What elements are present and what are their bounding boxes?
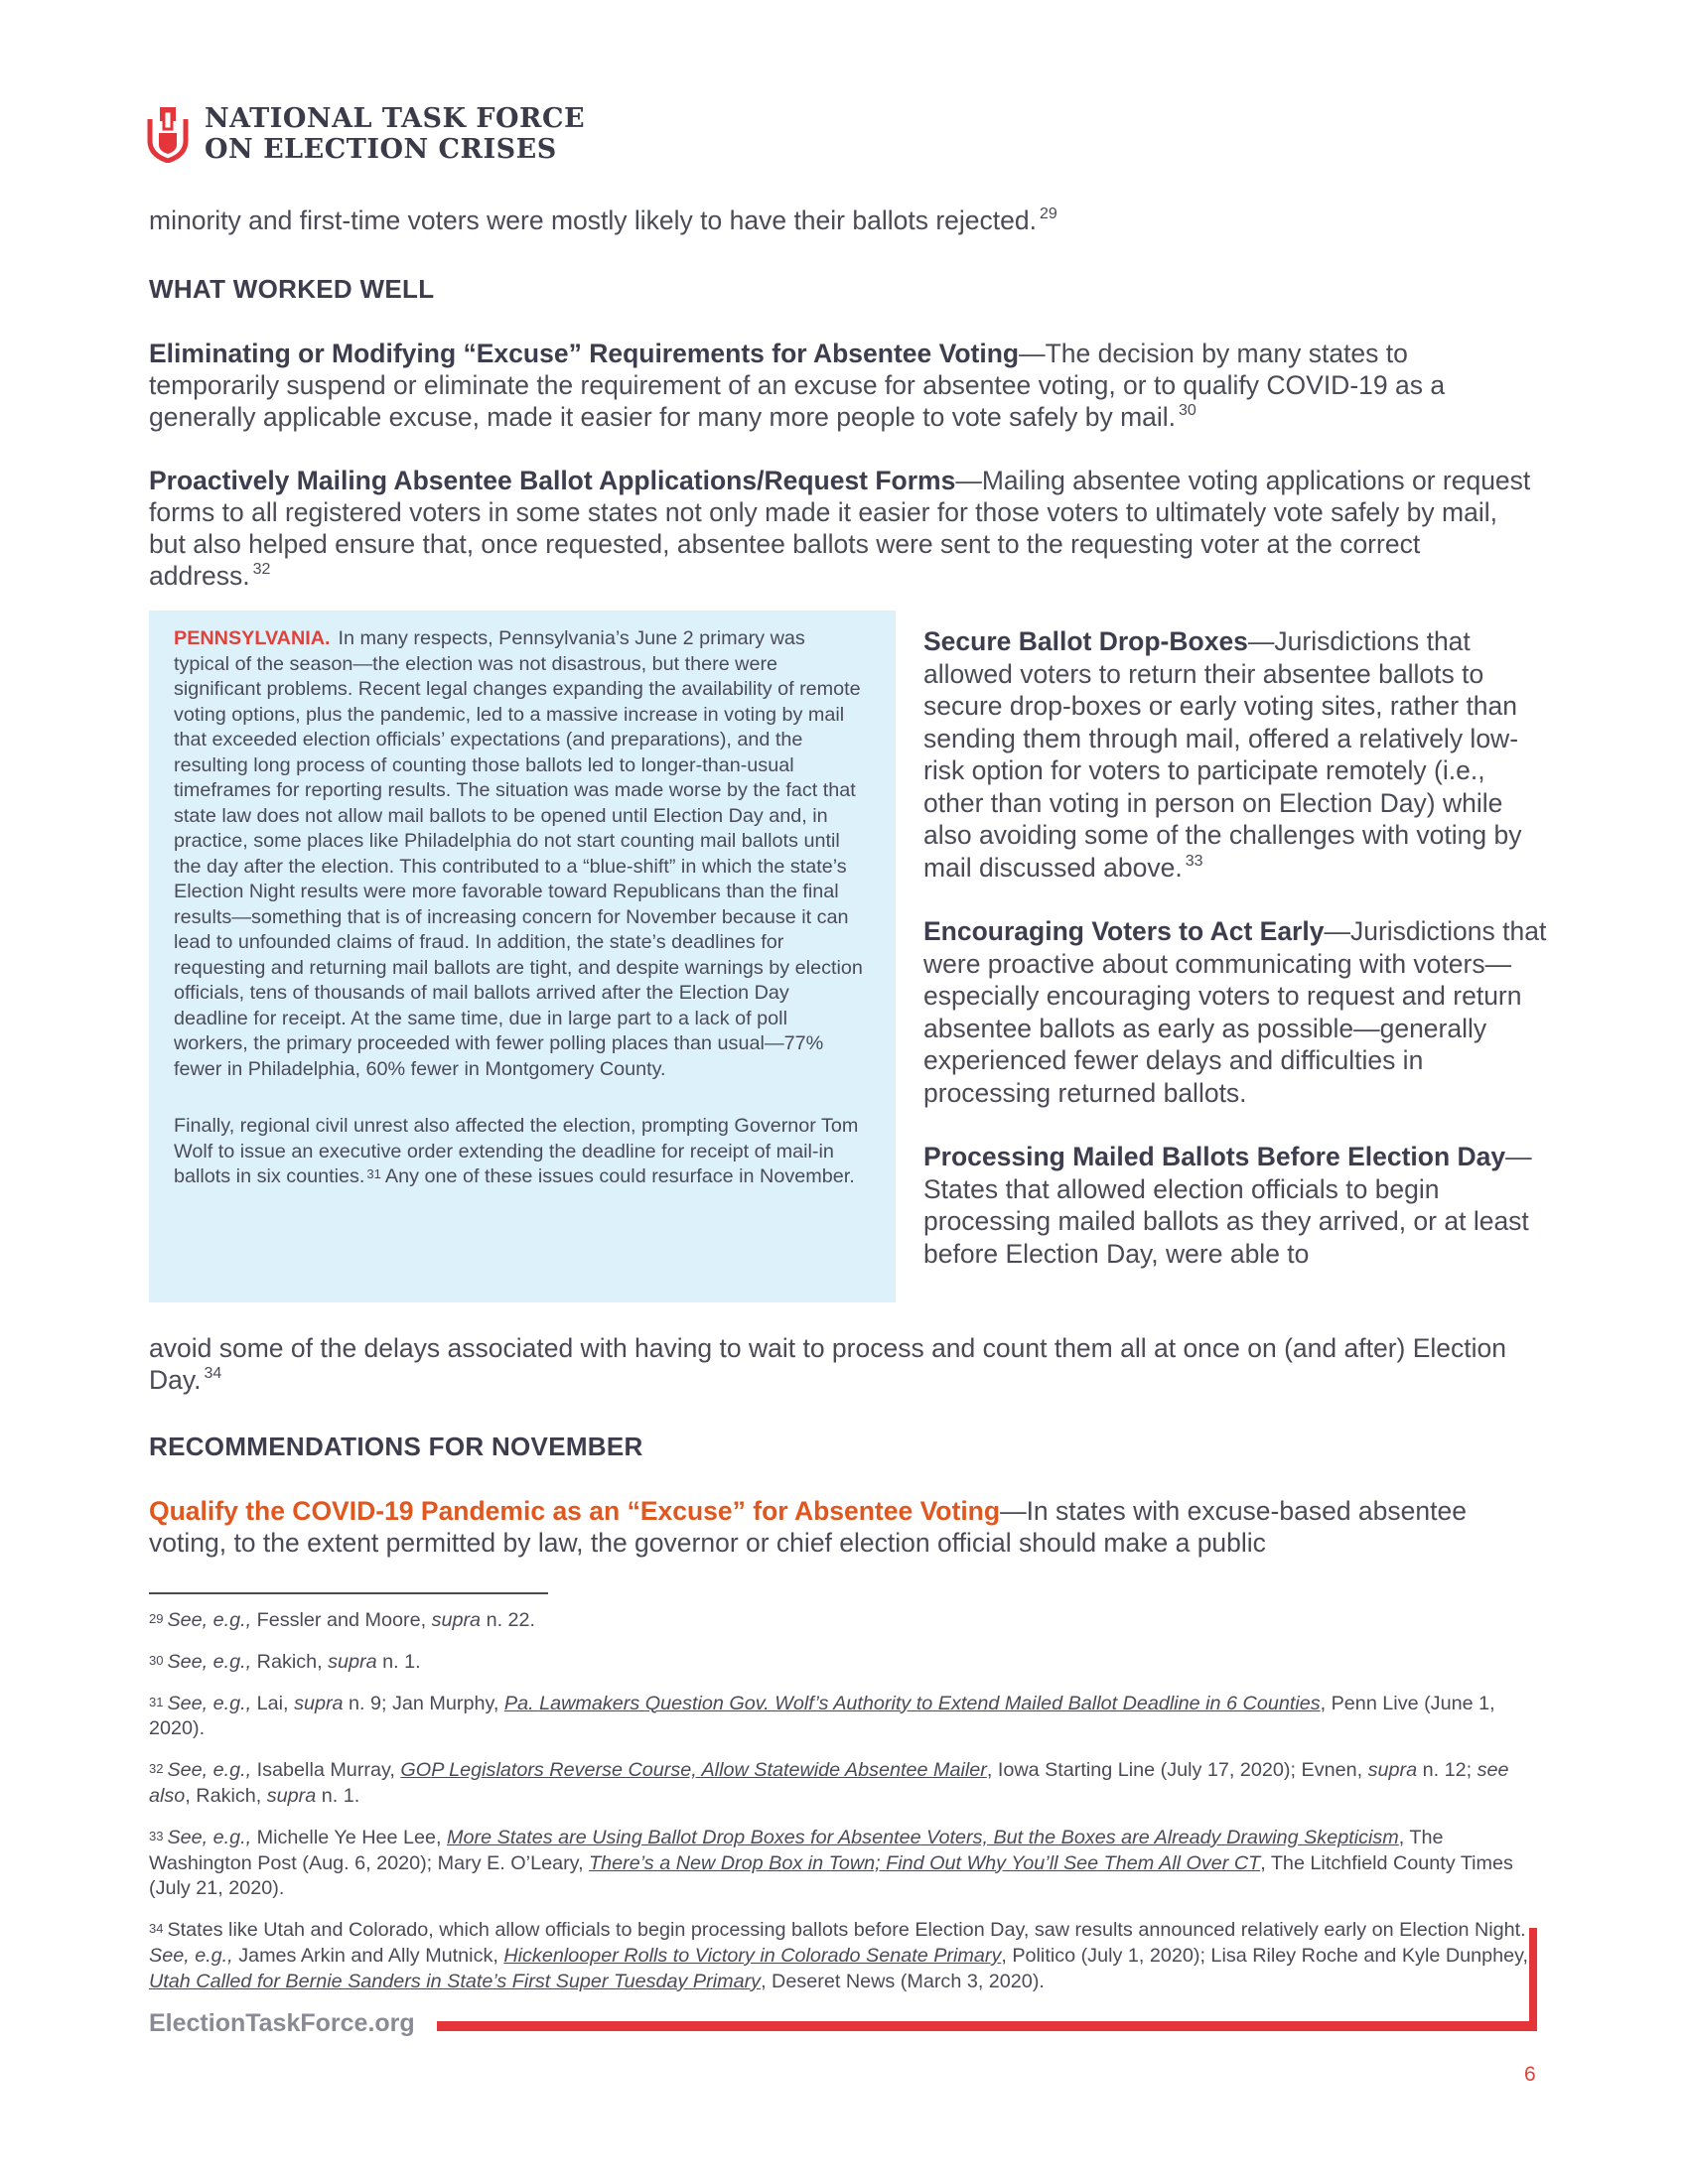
footnote-32: $^{32}$ See, e.g., Isabella Murray, GOP Legislators Reverse Course, Allow Statewide Absentee Mailer, Iowa Starting Line (July 17, 2020); Evnen, supra n. 12; see also, Rakich, supra n. 1.	[149, 1759, 1509, 1807]
footnote-33: $^{33}$ See, e.g., Michelle Ye Hee Lee, More States are Using Ballot Drop Boxes for Absentee Voters, But the Boxes are Already Drawing Skepticism, The Washington Post (Aug. 6, 2020); Mary E. O’Leary, There’s a New Drop Box in Town; Find Out Why You’ll See Them All Over CT, The Litchfield County Times (July 21, 2020).	[149, 1826, 1513, 1900]
org-name-line1: NATIONAL TASK FORCE	[205, 103, 586, 134]
paragraph-drop-boxes: Secure Ballot Drop-Boxes—Jurisdictions that allowed voters to return their absentee ballots to secure drop-boxes or early voting sites, rather than sending them through mail, offered a relatively low-risk option for voters to participate remotely (i.e., other than voting in person on Election Day) while also avoiding some of the challenges with voting by mail discussed above. $^{33}$	[923, 626, 1522, 883]
footnote-link[interactable]: More States are Using Ballot Drop Boxes for Absentee Voters, But the Boxes are Already Drawing Skepticism	[447, 1826, 1399, 1848]
page-number: 6	[1524, 2063, 1536, 2086]
footnote-link[interactable]: Utah Called for Bernie Sanders in State’s First Super Tuesday Primary	[149, 1970, 762, 1992]
footnote-30: $^{30}$ See, e.g., Rakich, supra n. 1.	[149, 1650, 421, 1673]
pennsylvania-sidebar	[149, 611, 896, 1302]
paragraph-processing-continuation: avoid some of the delays associated with having to wait to process and count them all at once on (and after) Election Day. $^{34}$	[149, 1333, 1507, 1395]
footnote-link[interactable]: There’s a New Drop Box in Town; Find Out Why You’ll See Them All Over CT	[589, 1851, 1261, 1874]
org-name-line2: ON ELECTION CRISES	[205, 134, 557, 165]
footnote-ref[interactable]: 29	[1039, 205, 1057, 222]
right-column	[923, 625, 1549, 1301]
ballot-shield-icon	[147, 105, 189, 163]
footnote-31: $^{31}$ See, e.g., Lai, supra n. 9; Jan Murphy, Pa. Lawmakers Question Gov. Wolf’s Authority to Extend Mailed Ballot Deadline in 6 Counties, Penn Live (June 1, 2020).	[149, 1692, 1495, 1740]
footnote-link[interactable]: Hickenlooper Rolls to Victory in Colorado Senate Primary	[503, 1944, 1002, 1967]
sidebar-label: PENNSYLVANIA.	[174, 627, 331, 649]
footnote-ref[interactable]: 30	[1179, 402, 1196, 419]
footnote-divider	[149, 1592, 548, 1594]
footnote-ref[interactable]: 33	[1185, 852, 1203, 870]
footnote-ref[interactable]: 32	[252, 561, 271, 578]
paragraph-processing-ballots: Processing Mailed Ballots Before Election Day—States that allowed election officials to begin processing mailed ballots as they arrived, or at least before Election Day, were able to	[923, 1142, 1532, 1269]
footnotes	[149, 1608, 1539, 2011]
footnote-link[interactable]: GOP Legislators Reverse Course, Allow Statewide Absentee Mailer	[400, 1759, 987, 1782]
org-logo	[147, 103, 585, 165]
footer-accent-vertical	[1529, 1928, 1537, 2027]
footnote-link[interactable]: Pa. Lawmakers Question Gov. Wolf’s Authority to Extend Mailed Ballot Deadline in 6 Counties	[503, 1692, 1321, 1714]
paragraph-excuse-requirements: Eliminating or Modifying “Excuse” Requirements for Absentee Voting—The decision by many states to temporarily suspend or eliminate the requirement of an excuse for absentee voting, or to qualify COVID-19 as a generally applicable excuse, made it easier for many more people to vote safely by mail. $^{30}$	[149, 339, 1446, 432]
footnote-ref[interactable]: 34	[204, 1365, 222, 1382]
footnote-ref[interactable]: 31	[366, 1166, 381, 1181]
paragraph-act-early: Encouraging Voters to Act Early—Jurisdictions that were proactive about communicating with voters—especially encouraging voters to request and return absentee ballots as early as possible—generally experienced fewer delays and difficulties in processing returned ballots.	[923, 916, 1547, 1108]
sidebar-paragraph-1: PENNSYLVANIA. In many respects, Pennsylvania’s June 2 primary was typical of the season—the election was not disastrous, but there were significant problems. Recent legal changes expanding the availability of remote voting options, plus the pandemic, led to a massive increase in voting by mail that exceeded election officials’ expectations (and preparations), and the resulting long process of counting those ballots led to longer-than-usual timeframes for reporting results. The situation was made worse by the fact that state law does not allow mail ballots to be opened until Election Day and, in practice, some places like Philadelphia do not start counting mail ballots until the day after the election. This contributed to a “blue-shift” in which the state’s Election Night results were more favorable toward Republicans than the final results—something that is of increasing concern for November because it can lead to unfounded claims of fraud. In addition, the state’s deadlines for requesting and returning mail ballots are tight, and despite warnings by election officials, tens of thousands of mail ballots arrived after the Election Day deadline for receipt. At the same time, due in large part to a lack of poll workers, the primary proceeded with fewer polling places than usual—77% fewer in Philadelphia, 60% fewer in Montgomery County.	[174, 627, 863, 1080]
footnote-29: $^{29}$ See, e.g., Fessler and Moore, supra n. 22.	[149, 1609, 536, 1631]
sidebar-paragraph-2: Finally, regional civil unrest also affected the election, prompting Governor Tom Wolf to issue an executive order extending the deadline for receipt of mail-in ballots in six counties. $^{31}$ Any one of these issues could resurface in November.	[174, 1115, 859, 1187]
footer-site-link[interactable]: ElectionTaskForce.org	[149, 2009, 415, 2037]
paragraph-qualify-covid: Qualify the COVID-19 Pandemic as an “Excuse” for Absentee Voting—In states with excuse-based absentee voting, to the extent permitted by law, the governor or chief election official should make a public	[149, 1496, 1467, 1558]
section-heading-recommendations: RECOMMENDATIONS FOR NOVEMBER	[149, 1432, 643, 1461]
section-heading-what-worked: WHAT WORKED WELL	[149, 274, 435, 304]
footnote-34: $^{34}$ States like Utah and Colorado, which allow officials to begin processing ballots before Election Day, saw results announced relatively early on Election Night. See, e.g., James Arkin and Ally Mutnick, Hickenlooper Rolls to Victory in Colorado Senate Primary, Politico (July 1, 2020); Lisa Riley Roche and Kyle Dunphey, Utah Called for Bernie Sanders in State’s First Super Tuesday Primary, Deseret News (March 3, 2020).	[149, 1919, 1529, 1992]
footer-accent-line	[437, 2021, 1537, 2031]
intro-paragraph: minority and first-time voters were mostly likely to have their ballots rejected. $^{29}$	[149, 205, 1057, 235]
paragraph-mailing-applications: Proactively Mailing Absentee Ballot Applications/Request Forms—Mailing absentee voting applications or request forms to all registered voters in some states not only made it easier for those voters to ultimately vote safely by mail, but also helped ensure that, once requested, absentee ballots were sent to the requesting voter at the correct address. $^{32}$	[149, 466, 1531, 591]
